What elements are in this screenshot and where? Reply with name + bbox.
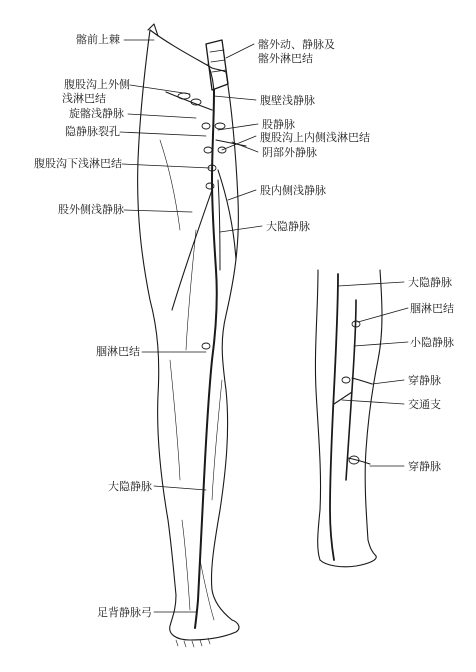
label-femoral-vein: 股静脉 [262, 118, 295, 131]
medial-femoral-superficial-vein [218, 170, 236, 260]
label-superficial-epigastric-vein: 腹壁浅静脉 [260, 94, 315, 107]
inset-label-great-saphenous-vein: 大隐静脉 [408, 276, 452, 289]
inset-label-perforating-vein-1: 穿静脉 [408, 374, 441, 387]
inset-label-small-saphenous-vein: 小隐静脉 [410, 336, 454, 349]
inset-perforating-vein-1 [352, 378, 372, 384]
label-great-saphenous-vein-lower: 大隐静脉 [108, 480, 152, 493]
label-inguinal-inferior-nodes: 腹股沟下浅淋巴结 [34, 157, 122, 170]
label-anterior-superior-iliac-spine: 髂前上棘 [76, 33, 120, 46]
label-lateral-femoral-superficial-vein: 股外侧浅静脉 [58, 203, 124, 216]
femoral-vessel-stump [206, 40, 228, 90]
main-foot-outline [170, 620, 239, 640]
label-dorsal-venous-arch: 足背静脉弓 [97, 606, 152, 619]
inset-leg-outline-lateral [315, 270, 320, 560]
inset-leg-outline-medial [365, 270, 382, 556]
inset-label-perforating-vein-2: 穿静脉 [408, 460, 441, 473]
label-great-saphenous-vein-upper: 大隐静脉 [266, 220, 310, 233]
superficial-circumflex-iliac-vein [166, 92, 212, 110]
label-inguinal-superomedial-nodes: 腹股沟上内侧浅淋巴结 [260, 131, 370, 144]
label-superficial-circumflex-iliac-vein: 旋髂浅静脉 [69, 107, 124, 120]
inset-label-communicating-branch: 交通支 [408, 398, 441, 411]
external-pudendal-vein [216, 140, 246, 146]
inset-great-saphenous-vein [330, 274, 338, 560]
main-leg-outline-lateral [138, 30, 176, 626]
inset-communicating-branch [334, 392, 352, 404]
label-external-pudendal-vein: 阴部外静脉 [262, 146, 317, 159]
label-popliteal-lymph-nodes: 腘淋巴结 [96, 345, 140, 358]
label-femoral-artery-vein: 髂外动、静脉及 [258, 38, 335, 51]
inset-label-popliteal-nodes: 腘淋巴结 [410, 302, 454, 315]
main-leg-outline-medial [211, 72, 238, 620]
lateral-femoral-superficial-vein [172, 190, 212, 310]
label-inguinal-superolateral-l1: 腹股沟上外侧 [64, 78, 130, 91]
label-external-iliac-nodes: 髂外淋巴结 [258, 52, 313, 65]
label-inguinal-superolateral-l2: 浅淋巴结 [62, 92, 106, 105]
label-medial-femoral-superficial-vein: 股内侧浅静脉 [260, 184, 326, 197]
label-saphenous-hiatus: 隐静脉裂孔 [65, 125, 120, 138]
inset-foot-outline [320, 556, 376, 567]
